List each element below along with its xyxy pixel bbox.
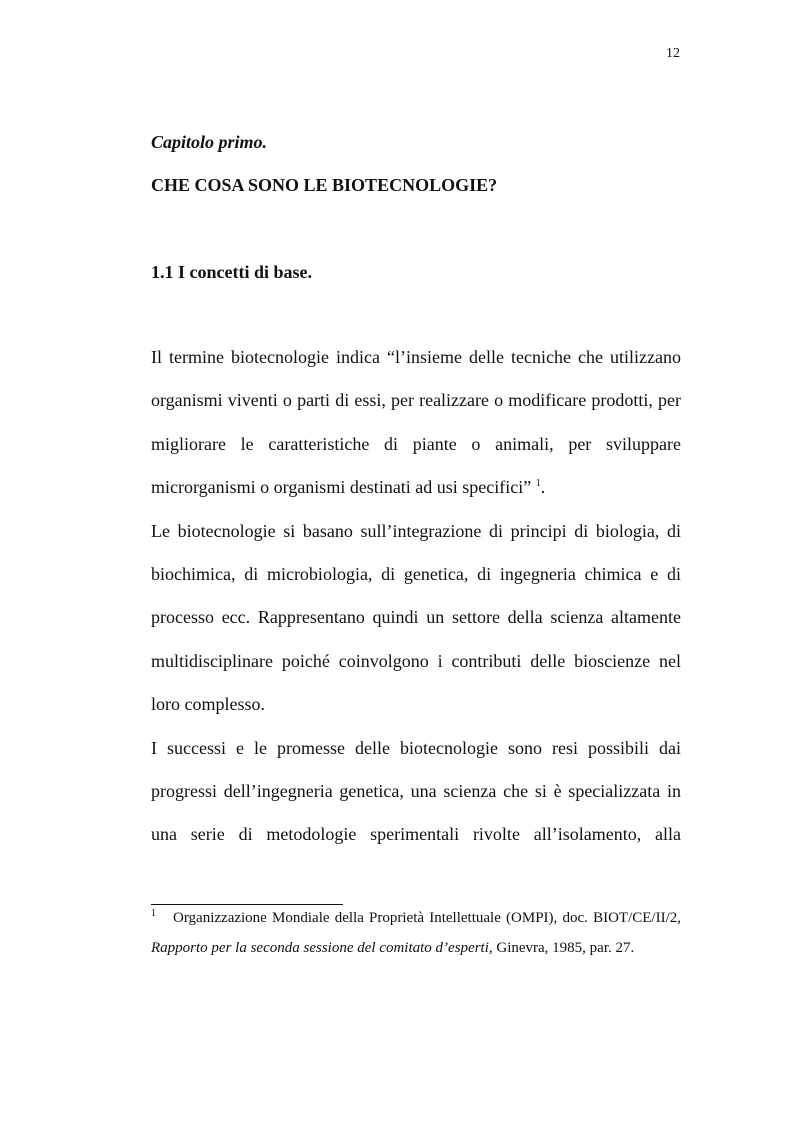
footnote-text-after: , Ginevra, 1985, par. 27. bbox=[488, 939, 635, 956]
page-number: 12 bbox=[666, 46, 680, 61]
paragraph-1-tail: . bbox=[540, 477, 546, 498]
section-title: 1.1 I concetti di base. bbox=[151, 262, 312, 282]
chapter-label: Capitolo primo. bbox=[151, 132, 268, 152]
paragraph-2: Le biotecnologie si basano sull’integrazione di principi di biologia, di biochimica, di microbiologia, di genetica, di ingegneria chimica e di processo ecc. Rappresentano quindi un settore della scienza altamente multidisciplinare poiché coinvolgono i contributi delle bioscienze nel loro complesso. bbox=[151, 520, 681, 715]
paragraph-3: I successi e le promesse delle biotecnologie sono resi possibili dai progressi dell’ingegneria genetica, una scienza che si è specializzata in una serie di metodologie sperimentali rivolte all’isolamento, alla bbox=[151, 737, 681, 845]
paragraph-1 bbox=[151, 336, 681, 510]
footnote: 1 Organizzazione Mondiale della Proprietà Intellettuale (OMPI), doc. BIOT/CE/II/2, Rapporto per la seconda sessione del comitato d’esperti, Ginevra, 1985, par. 27. bbox=[151, 908, 681, 956]
footnote-reference: 1 bbox=[535, 478, 541, 490]
chapter-title: CHE COSA SONO LE BIOTECNOLOGIE? bbox=[151, 175, 498, 195]
footnote-italic-title: Rapporto per la seconda sessione del comitato d’esperti bbox=[151, 939, 489, 956]
paragraph-1-text: Il termine biotecnologie indica “l’insieme delle tecniche che utilizzano organismi viventi o parti di essi, per realizzare o modificare prodotti, per migliorare le caratteristiche di piante o animali, per sviluppare microrganismi o organismi destinati ad usi specifici” bbox=[151, 347, 681, 498]
body-text bbox=[151, 336, 681, 857]
footnote-text-before: Organizzazione Mondiale della Proprietà Intellettuale (OMPI), doc. BIOT/CE/II/2, bbox=[173, 910, 681, 926]
